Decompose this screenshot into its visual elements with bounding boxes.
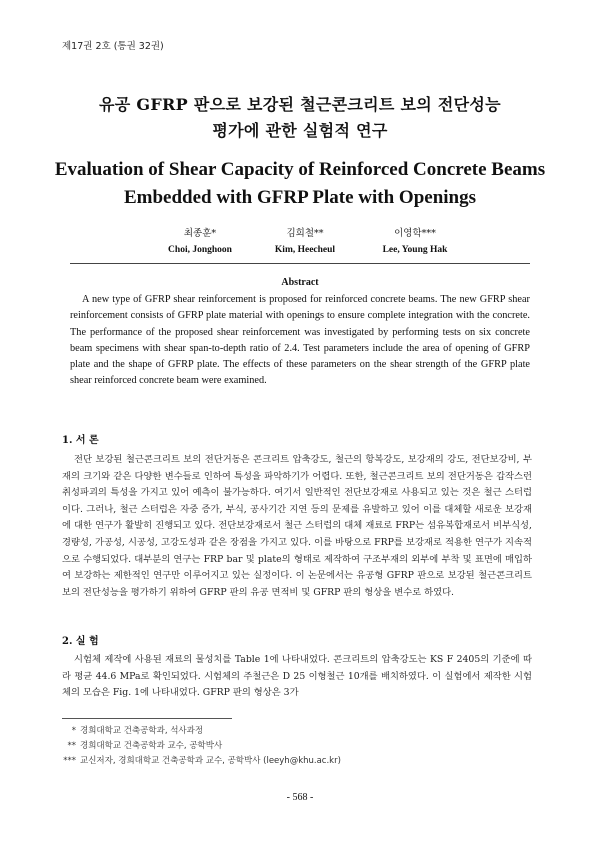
footnotes bbox=[62, 724, 341, 769]
author-3-korean: 이영학*** bbox=[394, 228, 436, 239]
english-title bbox=[0, 156, 600, 212]
footnote-2-text: 경희대학교 건축공학과 교수, 공학박사 bbox=[80, 741, 223, 751]
author-3-english: Lee, Young Hak bbox=[382, 245, 448, 255]
abstract-heading: Abstract bbox=[281, 277, 319, 288]
footnote-3 bbox=[62, 754, 341, 769]
author-2-english: Kim, Heecheul bbox=[274, 245, 336, 255]
abstract-text: A new type of GFRP shear reinforcement is proposed for reinforced concrete beams. The new GFRP shear reinforcement consists of GFRP plate material with openings to ensure complete integration with the concrete. The performance of the proposed shear reinforcement was investigated by performing tests on six concrete beam specimens with shear span-to-depth ratio of 2.4. Test parameters include the area of opening of GFRP plate and the shape of GFRP plate. The effects of these parameters on the shear strength of the GFRP plate shear reinforced concrete beam were examined. bbox=[70, 294, 530, 387]
korean-title-line1: 유공 GFRP 판으로 보강된 철근콘크리트 보의 전단성능 bbox=[99, 95, 501, 114]
section-1-heading: 1. 서 론 bbox=[62, 435, 99, 446]
footnote-1-text: 경희대학교 건축공학과, 석사과정 bbox=[80, 726, 204, 736]
author-2-korean: 김희철** bbox=[286, 228, 324, 239]
journal-volume: 제17권 2호 (통권 32권) bbox=[62, 41, 164, 52]
page-number: - 568 - bbox=[286, 792, 314, 803]
author-1-korean: 최종훈* bbox=[183, 228, 217, 239]
abstract-divider bbox=[70, 263, 530, 264]
footnote-2 bbox=[62, 739, 341, 754]
footnote-3-mark: *** bbox=[63, 756, 76, 766]
footnote-1-mark: * bbox=[71, 726, 76, 736]
section-2-heading: 2. 실 험 bbox=[62, 636, 99, 647]
section-1-body: 전단 보강된 철근콘크리트 보의 전단거동은 콘크리트 압축강도, 철근의 항복강도, 보강재의 강도, 전단보강비, 부재의 크기와 같은 다양한 변수들로 인하여 특성을 파악하기가 어렵다. 또한, 철근콘크리트 보의 전단거동은 갑작스런 취성파괴의 특성을 가지고 있어 예측이 불가능하다. 여기서 일반적인 전단보강재로 사용되고 있는 것은 철근 스터럽이다. 그러나, 철근 스터럽은 자중 증가, 부식, 공사기간 지연 등의 문제를 유발하고 있어 이를 대체할 새로운 보강재에 대한 연구가 활발히 진행되고 있다. 전단보강재로서 철근 스터럽의 대체 재료로 FRP는 섬유복합재로서 비부식성, 경량성, 가공성, 시공성, 고강도성과 같은 장점을 가지고 있다. 이를 바탕으로 FRP를 보강재로 적용한 연구가 지속적으로 수행되었다. 대부분의 연구는 FRP bar 및 plate의 형태로 제작하여 구조부재의 외부에 부착 및 표면에 매입하여 보강하는 제한적인 연구만 이루어지고 있는 실정이다. 이 논문에서는 유공형 GFRP 판으로 보강된 철근콘크리트 보의 전단성능을 평가하기 위하여 GFRP 판의 유공 면적비 및 GFRP 판의 형상을 변수로 하였다. bbox=[62, 454, 532, 598]
footnote-1 bbox=[62, 724, 341, 739]
section-2-body: 시험체 제작에 사용된 재료의 물성치를 Table 1에 나타내었다. 콘크리트의 압축강도는 KS F 2405의 기준에 따라 평균 44.6 MPa로 확인되었다. 시험체의 주철근은 D 25 이형철근 10개를 배치하였다. 이 실험에서 제작한 시험체의 모습은 Fig. 1에 나타내었다. GFRP 판의 형상은 3가 bbox=[62, 654, 532, 699]
english-title-line2: Embedded with GFRP Plate with Openings bbox=[123, 187, 477, 208]
korean-title bbox=[0, 92, 600, 144]
author-3 bbox=[335, 226, 495, 258]
footnote-divider bbox=[62, 718, 232, 719]
footnote-2-mark: ** bbox=[67, 741, 76, 751]
author-1-english: Choi, Jonghoon bbox=[168, 245, 232, 255]
english-title-line1: Evaluation of Shear Capacity of Reinforced Concrete Beams bbox=[54, 159, 546, 180]
footnote-3-text: 교신저자, 경희대학교 건축공학과 교수, 공학박사 (leeyh@khu.ac.kr) bbox=[80, 756, 341, 766]
korean-title-line2: 평가에 관한 실험적 연구 bbox=[212, 121, 388, 140]
